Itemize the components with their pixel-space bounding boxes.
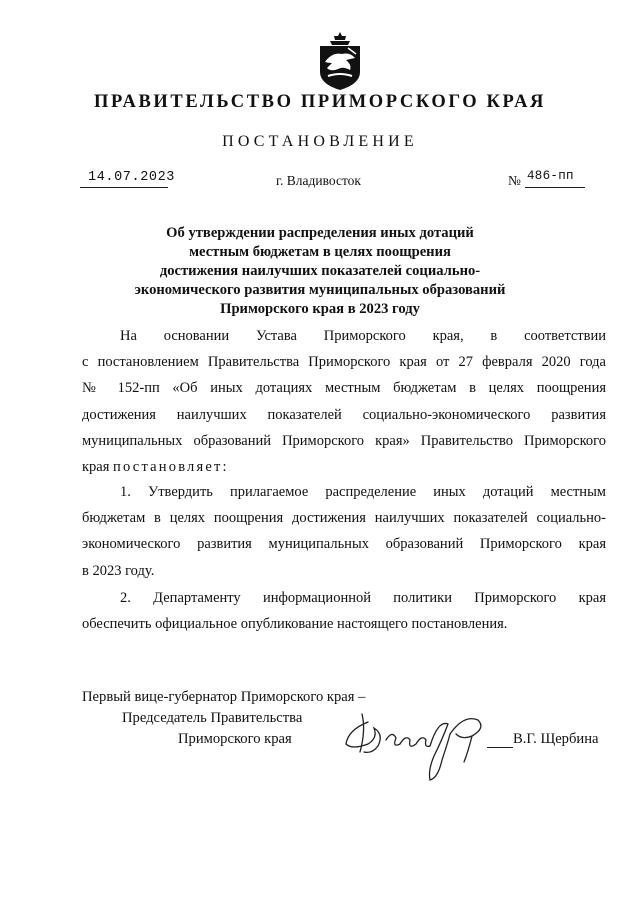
text-line: № 152-пп «Об иных дотациях местным бюджетам в целях поощрения — [82, 380, 606, 397]
text-line — [82, 454, 606, 480]
title-line: экономического развития муниципальных образований — [134, 282, 506, 298]
document-type: ПОСТАНОВЛЕНИЕ — [222, 133, 418, 150]
signatory-name: В.Г. Щербина — [513, 731, 599, 747]
organization-name: ПРАВИТЕЛЬСТВО ПРИМОРСКОГО КРАЯ — [93, 92, 546, 112]
document-number: 486-пп — [527, 169, 574, 183]
text-line: бюджетам в целях поощрения достижения наилучших показателей социально- — [82, 510, 606, 527]
preamble-paragraph — [82, 323, 606, 480]
text-line: достижения наилучших показателей социально-экономического развития — [82, 406, 606, 423]
document-city: г. Владивосток — [276, 173, 361, 188]
signatory-position-line: Приморского края — [178, 731, 292, 747]
text-line: 2. Департаменту информационной политики Приморского края — [120, 590, 606, 606]
number-underline — [525, 187, 585, 188]
date-underline — [80, 187, 168, 188]
title-line: местным бюджетам в целях поощрения — [189, 244, 451, 260]
signature-dash — [487, 747, 513, 748]
text-line: с постановлением Правительства Приморского края от 27 февраля 2020 года — [82, 354, 606, 371]
signatory-position-line: Первый вице-губернатор Приморского края – — [82, 689, 366, 705]
text-line: обеспечить официальное опубликование настоящего постановления. — [82, 616, 508, 633]
handwritten-signature — [338, 700, 508, 790]
title-line: Приморского края в 2023 году — [220, 301, 420, 317]
number-sign: № — [508, 173, 521, 188]
document-title — [100, 224, 540, 319]
item-2-paragraph — [82, 585, 606, 637]
text-line: На основании Устава Приморского края, в соответствии — [120, 328, 606, 344]
document-date: 14.07.2023 — [88, 170, 176, 185]
text-fragment: края — [82, 458, 114, 475]
text-line: экономического развития муниципальных образований Приморского края — [82, 536, 606, 553]
signatory-position-line: Председатель Правительства — [122, 710, 303, 726]
resolves-word: постановляет: — [113, 458, 229, 475]
coat-of-arms-icon — [316, 32, 364, 90]
title-line: достижения наилучших показателей социально- — [159, 263, 481, 279]
text-line: муниципальных образований Приморского края» Правительство Приморского — [82, 432, 606, 449]
text-line: 1. Утвердить прилагаемое распределение иных дотаций местным — [120, 484, 606, 500]
text-line: в 2023 году. — [82, 562, 155, 579]
item-1-paragraph — [82, 479, 606, 584]
title-line: Об утверждении распределения иных дотаций — [166, 225, 474, 241]
